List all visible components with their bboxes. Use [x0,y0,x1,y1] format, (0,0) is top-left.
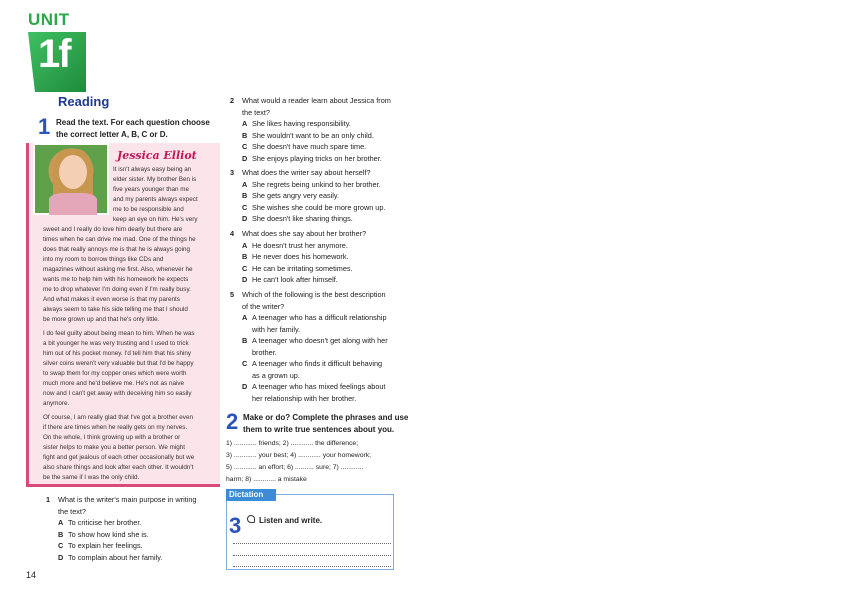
reading-passage [26,143,220,487]
task-1-number: 1 [38,114,51,139]
question-2 [230,95,391,164]
passage-paragraph-1-cont [43,225,219,325]
question-number: 5 [230,290,235,299]
passage-line: be more grown up and that he's only little. [43,316,160,323]
task-2-instruction: Make or do? Complete the phrases and use them to write true sentences about you. [243,413,409,434]
answer-option[interactable]: with her family. [252,324,301,334]
option-letter: B [242,336,248,345]
passage-line: me to drop whatever I'm doing even if I'm really busy. [43,286,191,293]
answer-option[interactable]: D She enjoys playing tricks on her brother. [242,153,382,163]
answer-option[interactable]: A A teenager who has a difficult relationship [242,313,387,322]
writing-line[interactable] [233,555,391,556]
option-letter: D [242,153,248,163]
question-stem: 1 What is the writer's main purpose in writing [46,495,197,504]
answer-option[interactable]: A She likes having responsibility. [242,119,351,128]
answer-option[interactable]: D He can't look after himself. [242,275,338,284]
option-letter: D [242,275,248,284]
passage-paragraph-3 [43,413,219,483]
passage-line: I do feel guilty about being mean to him. When he was [43,330,195,337]
answer-option[interactable]: C He can be irritating sometimes. [242,263,353,273]
question-stem: the text? [242,107,270,117]
passage-paragraph-2 [43,329,219,409]
passage-line: fight and get jealous of each other occasionally but we [43,454,195,461]
question-stem: 2 What would a reader learn about Jessica from [230,96,391,105]
unit-label: UNIT [28,10,70,29]
answer-option[interactable]: D To complain about her family. [58,552,163,562]
passage-line: much more and he'd believe me. He's not as naive [43,380,185,387]
passage-line: also share things and look after each other. It wouldn't [43,464,194,471]
passage-line: On the whole, I think growing up with a brother or [43,434,181,441]
answer-option[interactable]: B He never does his homework. [242,252,349,261]
answer-option[interactable]: A To criticise her brother. [58,518,142,527]
unit-badge [28,10,88,90]
jessica-photo [33,143,109,215]
section-title: Reading [58,94,110,109]
question-number: 2 [230,96,235,105]
task-2-number: 2 [226,409,239,434]
passage-line: times when he can drive me mad. One of the things he [43,236,196,243]
option-letter: B [242,130,248,140]
question-number: 3 [230,168,235,177]
passage-line: And what makes it even worse is that my parents [43,296,180,303]
passage-line: always seem to take his side telling me that I should [43,306,188,313]
passage-line: five years younger than me [113,186,189,193]
question-3 [230,167,385,225]
passage-line: now and I can't get away with deceiving him so easily [43,390,192,397]
question-1 [46,494,196,563]
passage-heading: Jessica Elliot [117,149,197,162]
answer-option[interactable]: D A teenager who has mixed feelings about [242,382,386,391]
passage-line: a bit younger he was very trusting and I used to trick [43,340,189,347]
passage-line: keep an eye on him. He's very [113,216,198,223]
answer-option[interactable]: as a grown up. [252,370,300,380]
passage-line: Of course, I am really glad that I've got a brother even [43,414,193,421]
passage-line: elder sister. My brother Ben is [113,176,197,183]
option-letter: A [242,313,248,322]
dictation-instruction: Listen and write. [259,516,323,525]
writing-line[interactable] [233,543,391,544]
answer-option[interactable]: A She regrets being unkind to her brother. [242,179,381,189]
question-stem: of the writer? [242,301,285,311]
option-letter: B [242,252,248,261]
answer-option[interactable]: C She wishes she could be more grown up. [242,202,386,212]
passage-line: and my parents always expect [113,196,198,203]
answer-option[interactable]: B To show how kind she is. [58,529,149,539]
passage-line: does that really annoys me is that he is always going [43,246,191,253]
option-letter: C [242,359,248,368]
question-number: 4 [230,229,235,238]
option-letter: C [242,142,248,151]
passage-line: It isn't always easy being an [113,166,192,173]
dictation-label: Dictation [226,489,276,501]
option-letter: D [242,382,248,391]
question-stem: 4 What does she say about her brother? [230,229,367,238]
passage-line: magazines without asking me first. Also, whenever he [43,266,193,273]
option-letter: C [242,202,248,212]
passage-line: wants me to help him with his homework he expects [43,276,189,283]
answer-option[interactable]: C She doesn't have much spare time. [242,142,367,151]
passage-line: be the same if I was the only child. [43,474,140,481]
listen-icon [247,515,255,523]
task-3-number: 3 [229,513,242,538]
question-stem: the text? [58,506,86,516]
passage-line: if there are times when he really gets on my nerves. [43,424,188,431]
make-do-phrases: 1) ............ friends; 2) ............ the difference; 3) ............ your best; 4) ............ your homework; 5) ............ an effort; 6) .......... sure; 7) ............ harm; 8) ............ a mistake [226,440,372,483]
passage-line: silver coins weren't very valuable but that I'd be happy [43,360,194,367]
question-stem: 5 Which of the following is the best description [230,290,386,299]
writing-line[interactable] [233,566,391,567]
question-4 [230,228,366,286]
passage-line: sweet and I really do love him dearly but there are [43,226,183,233]
passage-line: sister helps to make you a better person. We might [43,444,185,451]
dictation-box [226,494,394,570]
answer-option[interactable]: B She wouldn't want to be an only child. [242,130,374,140]
page-number: 14 [26,570,37,580]
answer-option[interactable]: B A teenager who doesn't get along with her [242,336,388,345]
answer-option[interactable]: C To explain her feelings. [58,541,143,550]
answer-option[interactable]: A He doesn't trust her anymore. [242,240,348,250]
answer-option[interactable]: her relationship with her brother. [252,393,357,403]
option-letter: C [58,541,64,550]
answer-option[interactable]: brother. [252,347,277,357]
answer-option[interactable]: B She gets angry very easily. [242,191,340,200]
option-letter: D [242,214,248,223]
option-letter: A [242,240,248,250]
task-1-instruction: Read the text. For each question choose the correct letter A, B, C or D. [56,118,210,139]
option-letter: B [58,529,64,539]
passage-line: into my room to borrow things like CDs and [43,256,164,263]
option-letter: C [242,263,248,273]
option-letter: D [58,552,64,562]
option-letter: A [242,179,248,189]
passage-paragraph-1 [113,165,217,225]
option-letter: B [242,191,248,200]
question-stem: 3 What does the writer say about herself? [230,168,371,177]
unit-number: 1f [38,32,70,76]
option-letter: A [242,119,248,128]
question-5 [230,289,388,404]
answer-option[interactable]: C A teenager who finds it difficult behaving [242,359,383,368]
passage-line: to swap them for my copper ones which were worth [43,370,187,377]
passage-line: anymore. [43,400,70,407]
passage-line: him out of his pocket money. I'd tell him that his shiny [43,350,192,357]
answer-option[interactable]: D She doesn't like sharing things. [242,214,353,223]
option-letter: A [58,518,64,527]
question-number: 1 [46,495,51,504]
passage-line: me to be responsible and [113,206,184,213]
